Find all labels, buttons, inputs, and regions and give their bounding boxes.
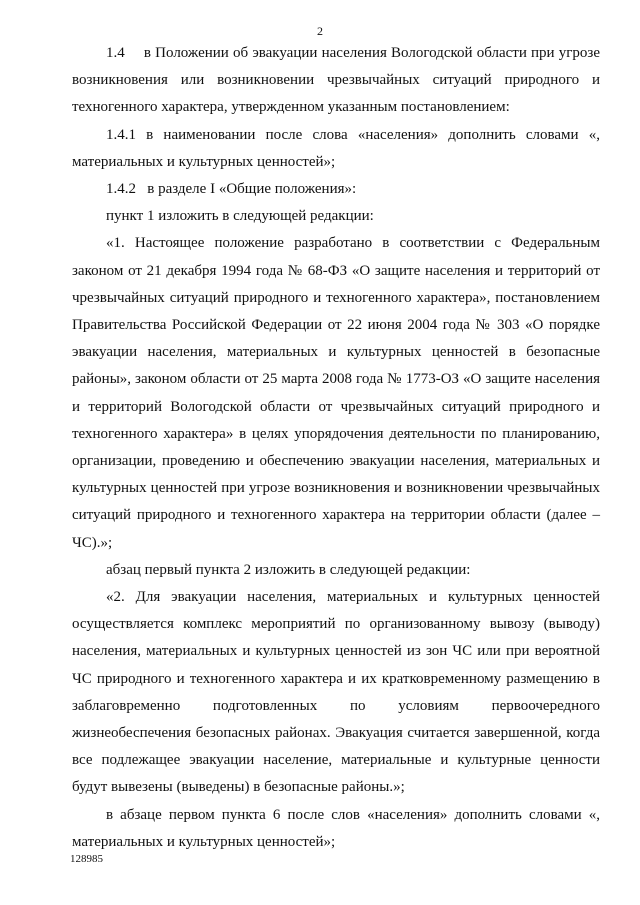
paragraph-point-6: в абзаце первом пункта 6 после слов «населения» дополнить словами «, материальных и культурных ценностей»; bbox=[72, 806, 600, 850]
page-number: 2 bbox=[317, 24, 323, 38]
paragraph-1-4-1: 1.4.1 в наименовании после слова «населения» дополнить словами «, материальных и культурных ценностей»; bbox=[72, 126, 600, 170]
document-body bbox=[72, 40, 600, 856]
paragraph-point-2-intro: абзац первый пункта 2 изложить в следующей редакции: bbox=[106, 561, 471, 578]
paragraph-1-4-2: 1.4.2 в разделе I «Общие положения»: bbox=[106, 181, 357, 198]
paragraph-point-1-intro: пункт 1 изложить в следующей редакции: bbox=[106, 208, 374, 225]
paragraph-1-4: 1.4 в Положении об эвакуации населения Вологодской области при угрозе возникновения или возникновении чрезвычайных ситуаций природного и техногенного характера, утвержденном указанным постановлением: bbox=[72, 45, 600, 116]
paragraph-point-2-text: «2. Для эвакуации населения, материальных и культурных ценностей осуществляется комплекс мероприятий по организованному вывозу (выводу) населения, материальных и культурных ценностей из зон ЧС или при вероятной ЧС природного и техногенного характера и их кратковременному размещению в заблаговременно подготовленных по условиям первоочередного жизнеобеспечения безопасных районах. Эвакуация считается завершенной, когда все подлежащее эвакуации население, материальные и культурные ценности будут вывезены (выведены) в безопасные районы.»; bbox=[72, 589, 600, 796]
document-code: 128985 bbox=[70, 853, 103, 865]
paragraph-point-1-text: «1. Настоящее положение разработано в соответствии с Федеральным законом от 21 декабря 1994 года № 68-ФЗ «О защите населения и территорий от чрезвычайных ситуаций природного и техногенного характера», постановлением Правительства Российской Федерации от 22 июня 2004 года № 303 «О порядке эвакуации населения, материальных и культурных ценностей в безопасные районы», законом области от 25 марта 2008 года № 1773-ОЗ «О защите населения и территорий Вологодской области от чрезвычайных ситуаций природного и техногенного характера» в целях упорядочения деятельности по планированию, организации, проведению и обеспечению эвакуации населения, материальных и культурных ценностей при угрозе возникновения и возникновении чрезвычайных ситуаций природного и техногенного характера на территории области (далее – ЧС).»; bbox=[72, 235, 600, 551]
